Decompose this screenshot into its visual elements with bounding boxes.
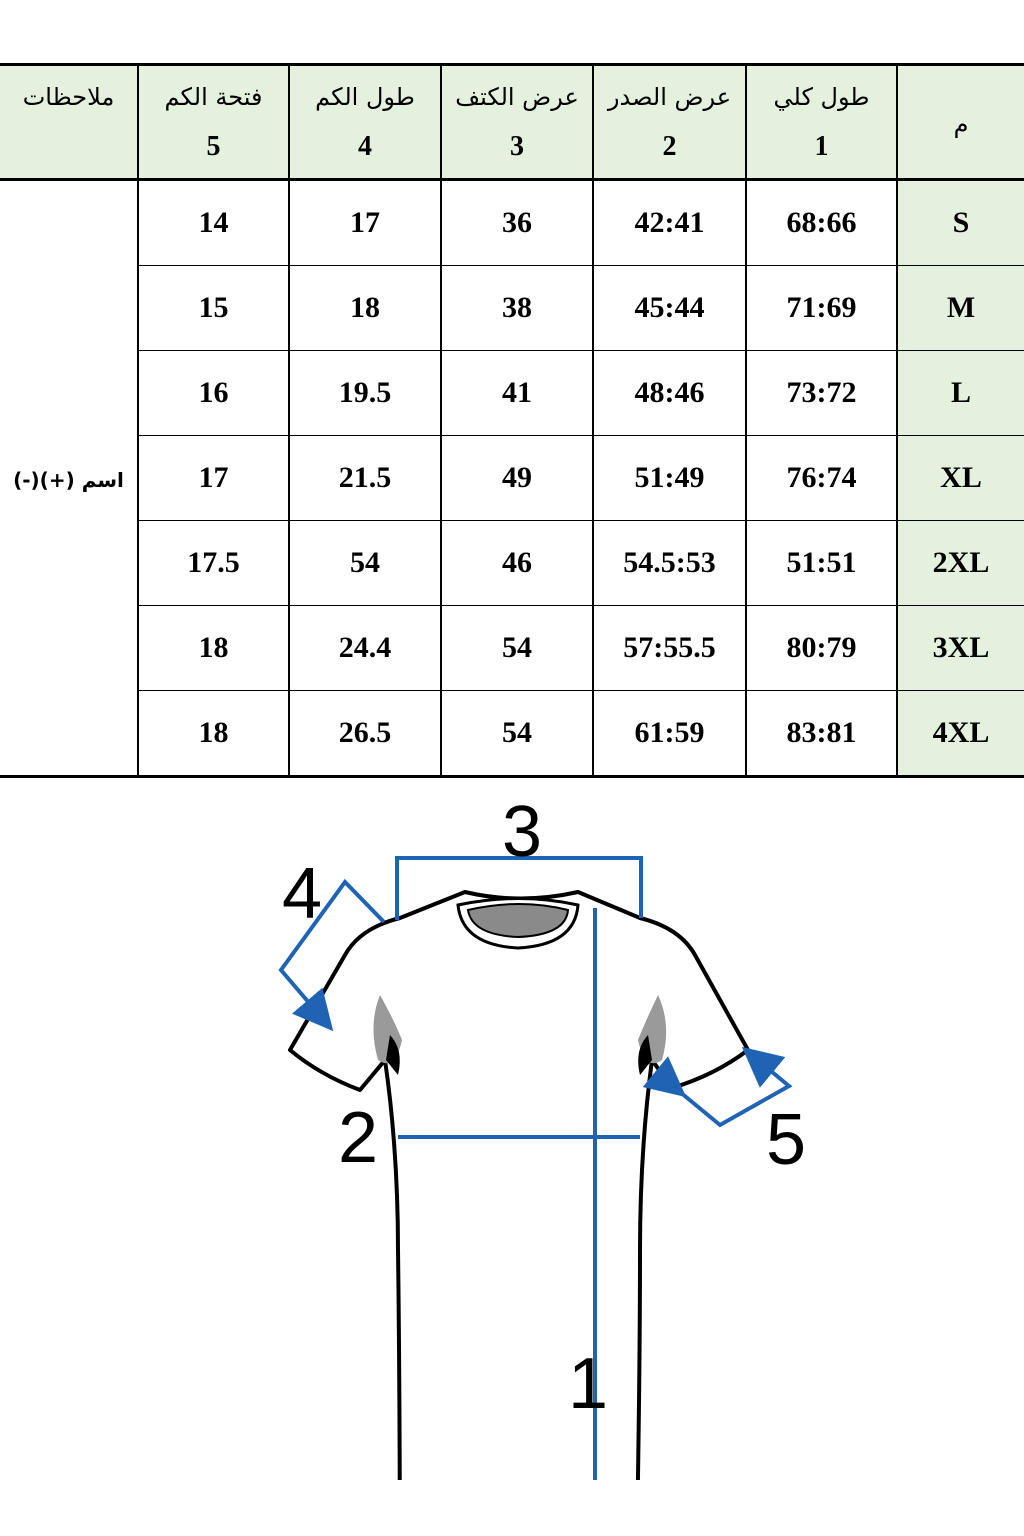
table-row xyxy=(0,266,1024,351)
cell-shoulder-width: 54 xyxy=(441,606,593,691)
cell-shoulder-width: 38 xyxy=(441,266,593,351)
table-row xyxy=(0,691,1024,777)
header-chest-width-label: عرض الصدر xyxy=(607,83,732,111)
cell-chest-width: 54.5:53 xyxy=(593,521,746,606)
cell-sleeve-length: 17 xyxy=(289,180,441,266)
tshirt-measurement-diagram xyxy=(0,780,1024,1480)
header-shoulder-width-number: 3 xyxy=(510,131,524,162)
header-total-length-label: طول كلي xyxy=(773,83,870,111)
cell-total-length: 83:81 xyxy=(746,691,897,777)
table-header-row xyxy=(0,65,1024,180)
header-sleeve-length-number: 4 xyxy=(358,131,372,162)
tshirt-outline xyxy=(290,892,748,1480)
cell-sleeve-opening: 17 xyxy=(138,436,289,521)
cell-sleeve-opening: 18 xyxy=(138,606,289,691)
cell-chest-width: 48:46 xyxy=(593,351,746,436)
header-total-length-number: 1 xyxy=(814,131,829,162)
header-size xyxy=(897,65,1024,180)
cell-size: 2XL xyxy=(897,521,1024,606)
table-row xyxy=(0,521,1024,606)
table-row xyxy=(0,606,1024,691)
cell-sleeve-length: 19.5 xyxy=(289,351,441,436)
table-row xyxy=(0,180,1024,266)
notes-cell xyxy=(0,180,138,777)
label-shoulder-width: 3 xyxy=(502,792,543,872)
cell-total-length: 80:79 xyxy=(746,606,897,691)
header-chest-width-number: 2 xyxy=(662,131,677,162)
table-row xyxy=(0,351,1024,436)
cell-shoulder-width: 41 xyxy=(441,351,593,436)
cell-sleeve-length: 21.5 xyxy=(289,436,441,521)
cell-total-length: 51:51 xyxy=(746,521,897,606)
cell-sleeve-opening: 14 xyxy=(138,180,289,266)
cell-shoulder-width: 36 xyxy=(441,180,593,266)
cell-chest-width: 45:44 xyxy=(593,266,746,351)
cell-sleeve-opening: 18 xyxy=(138,691,289,777)
notes-value: (-)(+) اسم xyxy=(13,468,124,492)
label-total-length: 1 xyxy=(568,1344,609,1424)
cell-size: 4XL xyxy=(897,691,1024,777)
cell-size: S xyxy=(897,180,1024,266)
header-sleeve-opening-label: فتحة الكم xyxy=(164,83,263,111)
header-total-length xyxy=(746,65,897,180)
cell-sleeve-length: 54 xyxy=(289,521,441,606)
cell-chest-width: 42:41 xyxy=(593,180,746,266)
cell-total-length: 68:66 xyxy=(746,180,897,266)
size-chart-table xyxy=(0,63,1024,778)
header-shoulder-width-label: عرض الكتف xyxy=(455,83,579,111)
cell-size: XL xyxy=(897,436,1024,521)
cell-sleeve-opening: 17.5 xyxy=(138,521,289,606)
cell-chest-width: 57:55.5 xyxy=(593,606,746,691)
cell-size: L xyxy=(897,351,1024,436)
header-sleeve-opening-number: 5 xyxy=(206,131,221,162)
label-chest-width: 2 xyxy=(338,1098,379,1178)
cell-total-length: 73:72 xyxy=(746,351,897,436)
cell-total-length: 71:69 xyxy=(746,266,897,351)
cell-chest-width: 61:59 xyxy=(593,691,746,777)
header-notes-label: ملاحظات xyxy=(22,83,115,111)
header-notes xyxy=(0,65,138,180)
cell-total-length: 76:74 xyxy=(746,436,897,521)
cell-shoulder-width: 49 xyxy=(441,436,593,521)
header-sleeve-length-label: طول الكم xyxy=(315,83,415,111)
cell-sleeve-opening: 15 xyxy=(138,266,289,351)
header-sleeve-opening xyxy=(138,65,289,180)
header-sleeve-length xyxy=(289,65,441,180)
cell-chest-width: 51:49 xyxy=(593,436,746,521)
label-sleeve-length: 4 xyxy=(282,854,323,934)
table-row xyxy=(0,436,1024,521)
header-chest-width xyxy=(593,65,746,180)
header-size-label: م xyxy=(953,110,969,138)
header-shoulder-width xyxy=(441,65,593,180)
cell-size: M xyxy=(897,266,1024,351)
label-sleeve-opening: 5 xyxy=(766,1100,807,1180)
cell-sleeve-opening: 16 xyxy=(138,351,289,436)
cell-sleeve-length: 24.4 xyxy=(289,606,441,691)
cell-sleeve-length: 18 xyxy=(289,266,441,351)
cell-shoulder-width: 46 xyxy=(441,521,593,606)
cell-sleeve-length: 26.5 xyxy=(289,691,441,777)
cell-shoulder-width: 54 xyxy=(441,691,593,777)
cell-size: 3XL xyxy=(897,606,1024,691)
